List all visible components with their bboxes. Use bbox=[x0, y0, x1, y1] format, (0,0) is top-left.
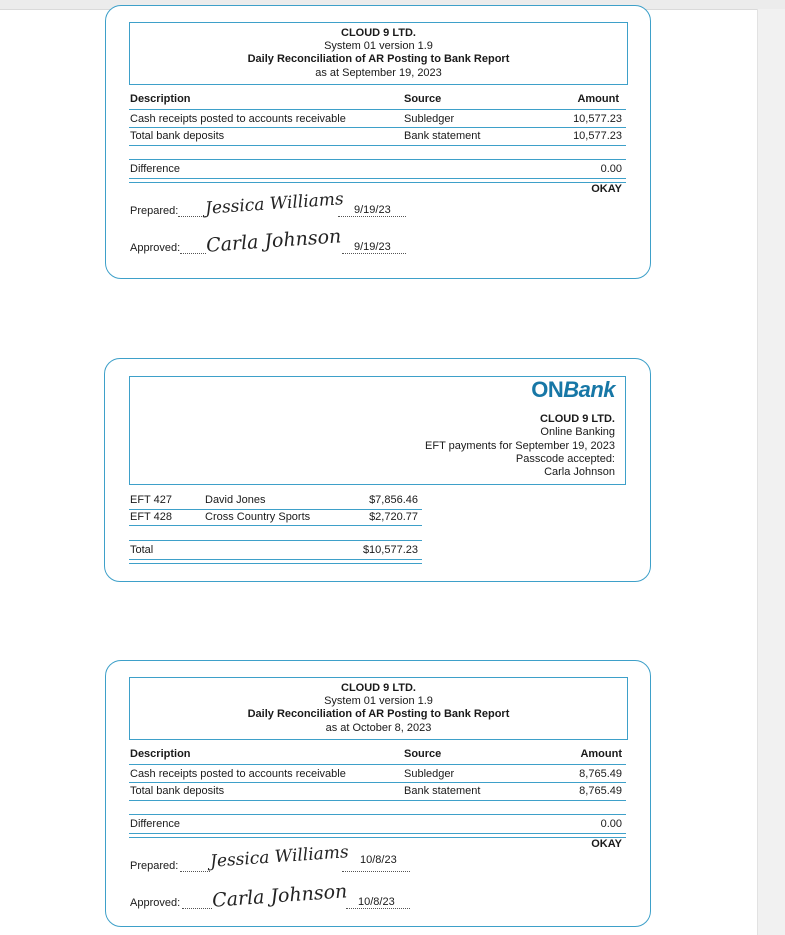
total-value: $10,577.23 bbox=[362, 544, 418, 556]
report-title: Daily Reconciliation of AR Posting to Bank Report bbox=[247, 53, 510, 66]
prepared-signature: Jessica Williams bbox=[204, 189, 345, 219]
reconciliation-report-sept-19 bbox=[105, 5, 651, 279]
col-source: Source bbox=[404, 93, 442, 105]
col-description: Description bbox=[130, 93, 191, 105]
difference-label: Difference bbox=[130, 163, 180, 175]
bank-header bbox=[129, 376, 626, 485]
bank-info bbox=[425, 413, 615, 479]
col-amount: Amount bbox=[580, 748, 622, 760]
eft-amount: $2,720.77 bbox=[369, 511, 418, 523]
prepared-date-line bbox=[342, 871, 410, 872]
total-top-rule bbox=[129, 540, 422, 541]
row-description: Cash receipts posted to accounts receivable bbox=[130, 113, 346, 125]
row-amount: 10,577.23 bbox=[573, 113, 622, 125]
row-rule bbox=[129, 800, 626, 801]
row-description: Total bank deposits bbox=[130, 785, 225, 797]
prepared-date: 10/8/23 bbox=[360, 854, 397, 866]
prepared-line bbox=[178, 216, 206, 217]
eft-rule bbox=[129, 525, 422, 526]
bank-subtitle: EFT payments for September 19, 2023 bbox=[425, 439, 615, 452]
total-label: Total bbox=[130, 544, 154, 556]
eft-ref: EFT 428 bbox=[130, 511, 172, 523]
col-amount: Amount bbox=[577, 93, 619, 105]
reconciliation-report-oct-8 bbox=[105, 660, 651, 927]
row-source: Subledger bbox=[404, 768, 455, 780]
col-source: Source bbox=[404, 748, 442, 760]
eft-payee: David Jones bbox=[205, 494, 266, 506]
approved-line bbox=[180, 253, 206, 254]
status-okay: OKAY bbox=[591, 183, 622, 195]
scrollbar[interactable] bbox=[757, 9, 785, 935]
eft-payee: Cross Country Sports bbox=[205, 511, 311, 523]
onbank-logo bbox=[531, 377, 615, 402]
prepared-line bbox=[180, 871, 210, 872]
difference-top-rule bbox=[129, 159, 626, 160]
difference-top-rule bbox=[129, 814, 626, 815]
report-date: as at October 8, 2023 bbox=[325, 721, 432, 734]
col-description: Description bbox=[130, 748, 191, 760]
approved-label: Approved: bbox=[130, 242, 181, 254]
report-date: as at September 19, 2023 bbox=[315, 66, 442, 79]
row-rule bbox=[129, 127, 626, 128]
onbank-eft-statement bbox=[104, 358, 651, 582]
approved-label: Approved: bbox=[130, 897, 181, 909]
eft-amount: $7,856.46 bbox=[369, 494, 418, 506]
report-title: Daily Reconciliation of AR Posting to Bank Report bbox=[247, 708, 510, 721]
approved-line bbox=[182, 908, 212, 909]
row-description: Total bank deposits bbox=[130, 130, 225, 142]
eft-rule bbox=[129, 509, 422, 510]
approved-date: 9/19/23 bbox=[354, 241, 391, 253]
header-rule bbox=[129, 109, 626, 110]
difference-label: Difference bbox=[130, 818, 180, 830]
report-header bbox=[129, 677, 628, 740]
approved-signature: Carla Johnson bbox=[211, 880, 348, 912]
prepared-label: Prepared: bbox=[130, 860, 179, 872]
row-amount: 10,577.23 bbox=[573, 130, 622, 142]
brand-bank: Bank bbox=[563, 377, 615, 402]
prepared-label: Prepared: bbox=[130, 205, 179, 217]
approved-date: 10/8/23 bbox=[358, 896, 395, 908]
system-version: System 01 version 1.9 bbox=[324, 695, 433, 708]
approved-signature: Carla Johnson bbox=[205, 225, 342, 257]
report-header bbox=[129, 22, 628, 85]
difference-value: 0.00 bbox=[600, 818, 622, 830]
row-rule bbox=[129, 145, 626, 146]
row-amount: 8,765.49 bbox=[579, 785, 622, 797]
row-source: Bank statement bbox=[404, 130, 481, 142]
row-amount: 8,765.49 bbox=[579, 768, 622, 780]
row-description: Cash receipts posted to accounts receivable bbox=[130, 768, 346, 780]
company-name: CLOUD 9 LTD. bbox=[341, 27, 416, 39]
bank-passcode: Passcode accepted: bbox=[515, 452, 615, 465]
prepared-date: 9/19/23 bbox=[354, 204, 391, 216]
bank-user: Carla Johnson bbox=[544, 466, 615, 479]
brand-on: ON bbox=[531, 377, 564, 402]
status-okay: OKAY bbox=[591, 838, 622, 850]
difference-value: 0.00 bbox=[600, 163, 622, 175]
total-double-rule bbox=[129, 559, 422, 564]
row-source: Subledger bbox=[404, 113, 455, 125]
company-name: CLOUD 9 LTD. bbox=[341, 682, 416, 694]
header-rule bbox=[129, 764, 626, 765]
bank-service: Online Banking bbox=[540, 426, 615, 439]
bank-company: CLOUD 9 LTD. bbox=[540, 413, 615, 425]
row-source: Bank statement bbox=[404, 785, 481, 797]
prepared-signature: Jessica Williams bbox=[209, 842, 350, 872]
system-version: System 01 version 1.9 bbox=[324, 40, 433, 53]
eft-ref: EFT 427 bbox=[130, 494, 172, 506]
row-rule bbox=[129, 782, 626, 783]
